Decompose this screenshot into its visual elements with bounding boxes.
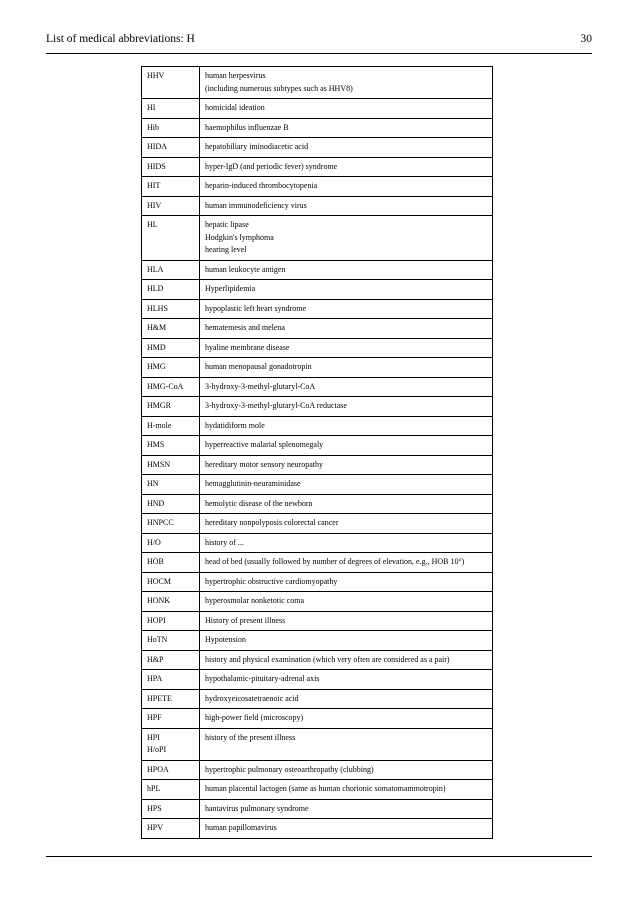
meaning-text: human placental lactogen (same as human chorionic somatomammotropin) <box>205 784 446 793</box>
meaning-text: haemophilus influenzae B <box>205 122 289 132</box>
meaning-cell <box>200 494 493 514</box>
meaning-text: head of bed (usually followed by number of degrees of elevation, e.g., HOB 10°) <box>205 557 465 566</box>
abbreviation-cell <box>142 631 200 651</box>
abbreviation-text: HLA <box>147 264 164 274</box>
abbreviation-cell <box>142 177 200 197</box>
table-row <box>142 592 493 612</box>
abbreviation-cell <box>142 397 200 417</box>
abbreviation-text: HPF <box>147 713 162 722</box>
abbreviation-text: HMG-CoA <box>147 381 184 391</box>
meaning-cell <box>200 436 493 456</box>
meaning-cell <box>200 358 493 378</box>
abbreviation-cell <box>142 216 200 261</box>
table-row <box>142 177 493 197</box>
abbreviation-text: HI <box>147 103 156 112</box>
abbreviation-cell <box>142 138 200 158</box>
meaning-cell <box>200 799 493 819</box>
abbreviation-cell <box>142 819 200 839</box>
meaning-cell <box>200 280 493 300</box>
abbreviation-text: HOPI <box>147 615 166 625</box>
meaning-text: hematemesis and melena <box>205 323 285 332</box>
meaning-text: hyper-IgD (and periodic fever) syndrome <box>205 161 338 171</box>
abbreviation-text: HoTN <box>147 635 168 644</box>
abbreviation-cell <box>142 553 200 573</box>
meaning-cell <box>200 631 493 651</box>
abbreviation-text: HNPCC <box>147 518 174 527</box>
meaning-cell <box>200 670 493 690</box>
meaning-text: hydroxyeicosatetraenoic acid <box>205 693 299 703</box>
abbreviation-cell <box>142 728 200 760</box>
meaning-cell <box>200 475 493 495</box>
abbreviation-text: HMD <box>147 342 166 352</box>
table-row <box>142 299 493 319</box>
table-row <box>142 650 493 670</box>
meaning-cell <box>200 397 493 417</box>
meaning-text: hereditary nonpolyposis colorectal cancer <box>205 518 339 527</box>
abbreviation-cell <box>142 319 200 339</box>
page-header <box>46 33 592 54</box>
meaning-text: Hodgkin's lymphoma <box>205 232 274 242</box>
meaning-text: hypoplastic left heart syndrome <box>205 303 307 313</box>
abbreviation-cell <box>142 611 200 631</box>
table-row <box>142 397 493 417</box>
abbreviation-cell <box>142 670 200 690</box>
meaning-text: high-power field (microscopy) <box>205 713 304 722</box>
abbreviation-cell <box>142 592 200 612</box>
table-row <box>142 728 493 760</box>
abbreviation-text: HPOA <box>147 764 169 774</box>
meaning-text: Hyperlipidemia <box>205 284 256 293</box>
abbreviation-cell <box>142 650 200 670</box>
abbreviation-cell <box>142 299 200 319</box>
abbreviation-text: HIDS <box>147 161 166 171</box>
table-row <box>142 99 493 119</box>
abbreviation-cell <box>142 196 200 216</box>
abbreviation-text: HIT <box>147 181 161 190</box>
meaning-cell <box>200 196 493 216</box>
table-row <box>142 494 493 514</box>
table-row <box>142 138 493 158</box>
meaning-cell <box>200 553 493 573</box>
meaning-text: human menopausal gonadotropin <box>205 362 312 371</box>
abbreviation-cell <box>142 260 200 280</box>
abbreviation-text: H/oPI <box>147 745 167 754</box>
meaning-text: Hypotension <box>205 635 246 644</box>
abbreviation-text: HMG <box>147 362 166 371</box>
abbreviation-cell <box>142 67 200 99</box>
abbreviation-text: HLD <box>147 284 164 293</box>
table-row <box>142 553 493 573</box>
abbreviation-cell <box>142 99 200 119</box>
abbreviation-text: HOCM <box>147 576 172 586</box>
table-row <box>142 196 493 216</box>
table-row <box>142 709 493 729</box>
meaning-text: 3-hydroxy-3-methyl-glutaryl-CoA reductase <box>205 401 347 410</box>
table-row <box>142 670 493 690</box>
meaning-cell <box>200 157 493 177</box>
abbreviation-text: HPS <box>147 803 162 813</box>
meaning-text: human papillomavirus <box>205 823 277 832</box>
table-row <box>142 611 493 631</box>
table-row <box>142 455 493 475</box>
abbreviation-cell <box>142 118 200 138</box>
meaning-cell <box>200 650 493 670</box>
abbreviation-text: HONK <box>147 596 171 605</box>
abbreviation-text: HHV <box>147 71 165 80</box>
table-row <box>142 157 493 177</box>
abbreviation-text: Hib <box>147 122 159 132</box>
table-row <box>142 475 493 495</box>
meaning-cell <box>200 514 493 534</box>
meaning-text: human immunodeficiency virus <box>205 200 307 210</box>
abbreviation-cell <box>142 689 200 709</box>
abbreviation-cell <box>142 494 200 514</box>
meaning-cell <box>200 709 493 729</box>
table-row <box>142 760 493 780</box>
meaning-cell <box>200 416 493 436</box>
table-row <box>142 216 493 261</box>
table-row <box>142 533 493 553</box>
abbreviation-text: HN <box>147 479 159 488</box>
meaning-text: hypothalamic-pituitary-adrenal axis <box>205 674 320 683</box>
meaning-text: hyaline membrane disease <box>205 342 290 352</box>
meaning-cell <box>200 455 493 475</box>
abbreviation-cell <box>142 377 200 397</box>
abbreviation-cell <box>142 455 200 475</box>
abbreviation-text: HND <box>147 498 165 508</box>
table-row <box>142 436 493 456</box>
table-row <box>142 358 493 378</box>
meaning-cell <box>200 592 493 612</box>
meaning-text: human leukocyte antigen <box>205 264 286 274</box>
abbreviation-cell <box>142 514 200 534</box>
abbreviation-text: HMS <box>147 440 165 449</box>
abbreviation-text: HPA <box>147 674 163 683</box>
meaning-cell <box>200 177 493 197</box>
abbreviation-text: HLHS <box>147 303 168 313</box>
abbreviation-cell <box>142 799 200 819</box>
meaning-text: hyperosmolar nonketotic coma <box>205 596 305 605</box>
abbreviation-text: HIV <box>147 200 162 210</box>
table-row <box>142 689 493 709</box>
meaning-text: homicidal ideation <box>205 103 265 112</box>
table-row <box>142 631 493 651</box>
abbreviation-text: HMGR <box>147 401 172 410</box>
meaning-cell <box>200 299 493 319</box>
meaning-cell <box>200 260 493 280</box>
meaning-cell <box>200 533 493 553</box>
abbreviation-text: HOB <box>147 557 164 566</box>
meaning-text: hepatobiliary iminodiacetic acid <box>205 142 309 151</box>
abbreviation-cell <box>142 709 200 729</box>
abbreviation-text: H-mole <box>147 420 172 430</box>
meaning-text: hantavirus pulmonary syndrome <box>205 803 309 813</box>
table-row <box>142 819 493 839</box>
abbreviation-text: H&M <box>147 323 167 332</box>
table-row <box>142 319 493 339</box>
abbreviation-text: HL <box>147 220 158 229</box>
meaning-text: (including numerous subtypes such as HHV8) <box>205 83 353 93</box>
table-row <box>142 799 493 819</box>
abbreviations-table <box>141 66 493 839</box>
abbreviation-text: HPETE <box>147 693 172 703</box>
meaning-cell <box>200 99 493 119</box>
meaning-text: hepatic lipase <box>205 220 249 229</box>
abbreviation-text: HIDA <box>147 142 167 151</box>
abbreviation-cell <box>142 780 200 800</box>
meaning-text: 3-hydroxy-3-methyl-glutaryl-CoA <box>205 381 316 391</box>
abbreviations-table-body <box>142 67 493 839</box>
table-row <box>142 572 493 592</box>
meaning-text: hearing level <box>205 245 247 254</box>
meaning-cell <box>200 67 493 99</box>
meaning-cell <box>200 377 493 397</box>
meaning-text: hyperreactive malarial splenomegaly <box>205 440 324 449</box>
abbreviation-text: H&P <box>147 654 164 664</box>
meaning-cell <box>200 819 493 839</box>
meaning-cell <box>200 338 493 358</box>
meaning-text: human herpesvirus <box>205 71 266 80</box>
abbreviation-cell <box>142 760 200 780</box>
table-row <box>142 416 493 436</box>
table-row <box>142 118 493 138</box>
table-row <box>142 377 493 397</box>
meaning-cell <box>200 780 493 800</box>
meaning-text: hemagglutinin-neuraminidase <box>205 479 301 488</box>
table-row <box>142 280 493 300</box>
meaning-cell <box>200 689 493 709</box>
abbreviation-cell <box>142 436 200 456</box>
abbreviation-cell <box>142 533 200 553</box>
meaning-cell <box>200 138 493 158</box>
abbreviation-cell <box>142 280 200 300</box>
meaning-cell <box>200 611 493 631</box>
abbreviation-cell <box>142 338 200 358</box>
table-row <box>142 338 493 358</box>
meaning-text: hypertrophic pulmonary osteoarthropathy (clubbing) <box>205 764 374 774</box>
meaning-text: history and physical examination (which very often are considered as a pair) <box>205 654 450 664</box>
meaning-cell <box>200 118 493 138</box>
abbreviation-text: H/O <box>147 537 161 547</box>
abbreviation-cell <box>142 157 200 177</box>
meaning-text: History of present illness <box>205 615 286 625</box>
abbreviation-cell <box>142 572 200 592</box>
abbreviation-text: HMSN <box>147 459 171 469</box>
meaning-text: hydatidiform mole <box>205 420 265 430</box>
meaning-cell <box>200 216 493 261</box>
page-title: List of medical abbreviations: H <box>46 33 195 45</box>
table-row <box>142 67 493 99</box>
abbreviation-text: HPI <box>147 732 160 742</box>
abbreviation-cell <box>142 475 200 495</box>
table-row <box>142 260 493 280</box>
meaning-text: history of the present illness <box>205 732 296 742</box>
meaning-cell <box>200 319 493 339</box>
abbreviation-text: hPL <box>147 784 161 793</box>
abbreviation-cell <box>142 358 200 378</box>
meaning-text: hypertrophic obstructive cardiomyopathy <box>205 576 338 586</box>
meaning-text: history of ... <box>205 537 244 547</box>
table-row <box>142 780 493 800</box>
meaning-cell <box>200 572 493 592</box>
abbreviation-cell <box>142 416 200 436</box>
meaning-cell <box>200 728 493 760</box>
page-number: 30 <box>580 33 592 45</box>
meaning-text: hemolytic disease of the newborn <box>205 498 313 508</box>
table-row <box>142 514 493 534</box>
meaning-text: heparin-induced thrombocytopenia <box>205 181 318 190</box>
meaning-cell <box>200 760 493 780</box>
footer-rule <box>46 856 592 857</box>
abbreviation-text: HPV <box>147 823 164 832</box>
meaning-text: hereditary motor sensory neuropathy <box>205 459 323 469</box>
